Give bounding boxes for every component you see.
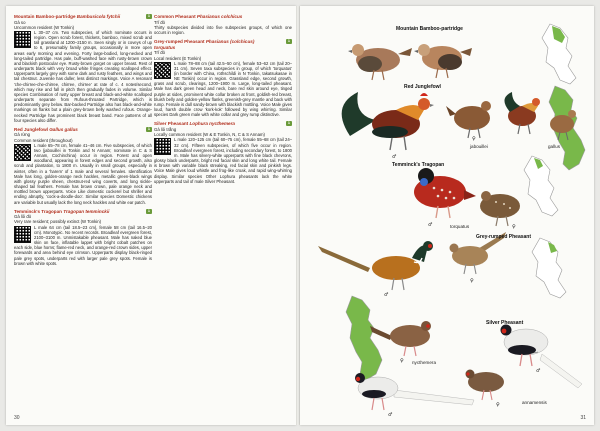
left-column-2 xyxy=(154,14,292,414)
account-text: Thirty subspecies divided into five subspecies groups, of which one occurs in region. xyxy=(154,24,292,35)
scientific-name: Phasianus colchicus xyxy=(196,14,243,19)
label-nycthemera: nycthemera xyxy=(412,360,437,365)
label-annamensis: annamensis xyxy=(522,400,547,405)
common-name: Temminck's Tragopan xyxy=(14,208,62,214)
account-text: L male 120–125 cm (tail 60–75 cm), female 55–68 cm (tail 24–32 cm). Fifteen subspecies, of which five occur in region. Broadleaf evergreen forest, including secondary forest, to 1800 m. Male has silvery-white upperparts with fine black chevrons, glossy black underparts, bright red facial skin and long white tail. Female is brown with variable black streaking, red facial skin and pinkish legs. Voice Male gives loud whistle and frog-like croak, and rapid wing-whirring display. Similar species Other Lophura pheasants lack the white upperparts and tail of male Silver Pheasant. xyxy=(154,137,292,184)
account-body xyxy=(154,61,292,118)
range-map-partridge xyxy=(542,24,576,84)
common-name: Mountain Bamboo-partridge xyxy=(14,14,76,19)
account-body xyxy=(154,137,292,183)
range-map-silver xyxy=(346,296,382,380)
female-symbol-icon: ♀ xyxy=(496,402,500,408)
bird-junglefowl-male-2 xyxy=(504,92,540,134)
account-header xyxy=(14,127,152,143)
common-name: Red Junglefowl xyxy=(14,126,48,132)
range-map-tragopan xyxy=(524,156,558,216)
bird-tragopan-male xyxy=(414,168,476,218)
label-tragopan: Temminck's Tragopan xyxy=(392,162,445,168)
qr-code-icon[interactable] xyxy=(154,138,171,155)
label-junglefowl: Red Junglefowl xyxy=(404,84,441,90)
scientific-name: Tragopan temminckii xyxy=(63,208,110,214)
bird-silver-female-1 xyxy=(370,321,431,356)
female-symbol-icon: ♀ xyxy=(470,278,474,284)
male-symbol-icon: ♂ xyxy=(388,412,393,418)
plate-tag[interactable]: 1 xyxy=(147,126,150,131)
account-header xyxy=(14,14,152,30)
page-number-left: 30 xyxy=(14,415,20,421)
status-line: Locally common resident (W & E Tonkin, N, C & S Annam) xyxy=(154,132,265,138)
vietnamese-name: Gà rừng xyxy=(14,132,31,138)
qr-code-icon[interactable] xyxy=(154,62,171,79)
species-account-grey-rumped-pheasant xyxy=(154,39,292,117)
species-account-red-junglefowl xyxy=(14,127,152,205)
account-body xyxy=(154,25,292,35)
scientific-name: Bambusicola fytchii xyxy=(76,14,121,19)
account-body xyxy=(14,30,152,123)
account-header xyxy=(154,14,292,25)
page-number-right: 31 xyxy=(580,415,586,421)
bird-tragopan-female xyxy=(480,191,520,226)
account-header xyxy=(14,209,152,225)
species-account-mountain-bamboo-partridge xyxy=(14,14,152,123)
plate-tag[interactable]: 1 xyxy=(287,39,290,44)
vietnamese-name: Gà so xyxy=(14,19,26,25)
status-line: Uncommon resident (W Tonkin) xyxy=(14,24,75,30)
vietnamese-name: Gà lôi đỏ xyxy=(14,214,32,220)
scientific-name: Gallus gallus xyxy=(49,126,78,132)
left-column-1 xyxy=(14,14,152,414)
right-page xyxy=(300,6,594,425)
common-name: Common Pheasant xyxy=(154,14,196,19)
left-page xyxy=(6,6,296,425)
account-body xyxy=(14,143,152,205)
species-account-silver-pheasant xyxy=(154,121,292,183)
bird-silver-male-2 xyxy=(355,373,474,410)
range-map-grey-rumped xyxy=(532,238,566,298)
vietnamese-name: Gà lôi trắng xyxy=(154,127,177,133)
male-symbol-icon: ♂ xyxy=(428,222,433,228)
plate-tag[interactable]: 1 xyxy=(147,14,150,18)
illustration-plate xyxy=(300,6,594,425)
bird-junglefowl-male xyxy=(342,92,434,150)
species-account-temmincks-tragopan xyxy=(14,209,152,266)
label-partridge: Mountain Bamboo-partridge xyxy=(396,26,463,32)
male-symbol-icon: ♂ xyxy=(384,292,389,298)
common-name: Silver Pheasant xyxy=(154,121,189,127)
account-text: L male 78–88 cm (tail 42.5–50 cm), female 53–62 cm (tail 20–31 cm). Seven taxa subspecies in group, of which 'torquatus' (in border with China, rothschildi in N Tonkin, takatsukasae in NE Tonkin) occur in region. Grassland edge, second growth, grass and scrub, clearings, 1200–1900 m. Large, long-tailed pheasant. Male has dark green head and neck, bare red skin around eye, tinged purple at sides, prominent white collar broken at front, goldish-red breast, bluish belly and golden-yellow flanks, greenish-grey mantle and back with rump. Female is dull sandy-brown with blackish mottling. Voice Male gives loud, harsh double crow 'kork-kok' followed by wing whirring. Similar species Dark green male with white collar and grey rump distinctive. xyxy=(154,60,292,118)
status-line: Common resident (throughout) xyxy=(14,137,73,143)
vietnamese-name: Trĩ đỏ xyxy=(154,50,166,56)
status-line: Very rare resident; possibly extinct (W Tonkin) xyxy=(14,219,102,225)
label-silver: Silver Pheasant xyxy=(486,320,524,326)
scientific-name: Lophura nycthemera xyxy=(189,121,235,127)
label-jabouillei: jabouillei xyxy=(470,144,488,149)
qr-code-icon[interactable] xyxy=(14,31,31,48)
label-torquatus: torquatus xyxy=(450,224,470,229)
account-text: L male 65–78 cm, female 41–46 cm. Five subspecies, of which two (jabouillei in Tonkin and N Annam; nominate in C & S Annam, Cochinchina) occur in region. Forest and open woodland, appearing in forest edges and second growth, also scrub and plantation, to 1800 m. Usually in small groups, especially in winter, often in a 'harem' of 1 male and several females. Identification Male has long, golden-orange neck hackles, metallic green-black wings with glossy purple sheen, chestnut-red wing coverts, and long sickle-shaped tail feathers. Female has brown crown, pale orange neck and mottled brown upperparts. Voice Like domestic cockerel but shriller and ending abruptly, 'cock-a-doodle-doo'. Similar species Domestic chickens are variable but usually lack the long neck hackles and white ear patch. xyxy=(14,142,152,205)
label-grey-rumped: Grey-rumped Pheasant xyxy=(476,234,532,240)
bird-partridge-1 xyxy=(348,44,412,80)
scientific-name: Phasianus (colchicus) torquatus xyxy=(154,39,255,50)
common-name: Grey-rumped Pheasant xyxy=(154,39,205,45)
male-symbol-icon: ♂ xyxy=(392,154,397,160)
bird-partridge-2 xyxy=(414,44,472,78)
status-line: Local resident (E Tonkin) xyxy=(154,55,202,61)
account-body xyxy=(14,225,152,266)
label-gallus: gallus xyxy=(548,144,561,149)
bird-silver-male-1 xyxy=(501,325,583,389)
plate-tag[interactable]: 1 xyxy=(287,121,290,126)
qr-code-icon[interactable] xyxy=(14,226,31,243)
female-symbol-icon: ♀ xyxy=(512,224,516,230)
account-header xyxy=(154,39,292,61)
female-symbol-icon: ♀ xyxy=(400,358,404,364)
species-account-common-pheasant xyxy=(154,14,292,35)
bird-junglefowl-female xyxy=(446,101,491,138)
account-text: L male 64 cm (tail 18.5–23 cm), female 58 cm (tail 16.5–20 cm). Monotypic. No recent records. Broadleaf evergreen forest, 2100–3100 m. Unmistakable pheasant. Male has naked blue skin on face, inflatable lappet with bright cobalt patches on each side, blue horns; flame-red neck, and orange-red crown sides, upper forewards and area behind eye crimson. Upperparts display black-ringed pale grey spots, underparts red with larger pale grey spots. Female is brown with white spots. xyxy=(14,224,152,266)
bird-grey-rumped-male xyxy=(318,241,433,290)
account-text: L 30–37 cm. Two subspecies, of which nominate occurs in region. Open scrub forest, thickets, bamboo, mixed scrub and tall grassland at 1200–2150 m. Seen singly or in coveys of up to 6, presumably family groups, occasionally in more open areas early morning and evening. Forty large-bodied, long-necked and long-tailed partridge. Has pale, buff-washed face with rusty-brown crown and blackish postocular eye. Rusty-brown gorget on upper breast. Rest of underparts black with very broad white fringes creating scalloped effect. Upperparts largely grey with some dark and rusty feathers, and wings and tail chestnut. Juvenile has duller, less distinct markings. Voice A resonant 'che-chirree-che-chirree, chirree, chirree' at rate of c. 4 notes/second, which may rise and fall in pitch then gradually fades in volume. Similar species Combination of rusty upper breast and black-and-white scalloped underparts separate from Rufous-throated Partridge, which is predominantly grey below. Bar-backed Partridge also has black-and-white markings on flanks but a plain grey-brown belly washed rufous. Orange-necked Partridge has prominent black breast band. Face patterns of all four species also differ. xyxy=(14,30,152,123)
male-symbol-icon: ♂ xyxy=(536,368,541,374)
vietnamese-name: Trĩ đỏ xyxy=(154,19,166,25)
bird-silver-female-2 xyxy=(466,370,505,401)
plate-tag[interactable]: 1 xyxy=(147,208,150,213)
account-header xyxy=(154,121,292,137)
female-symbol-icon: ♀ xyxy=(472,136,476,142)
qr-code-icon[interactable] xyxy=(14,144,31,161)
